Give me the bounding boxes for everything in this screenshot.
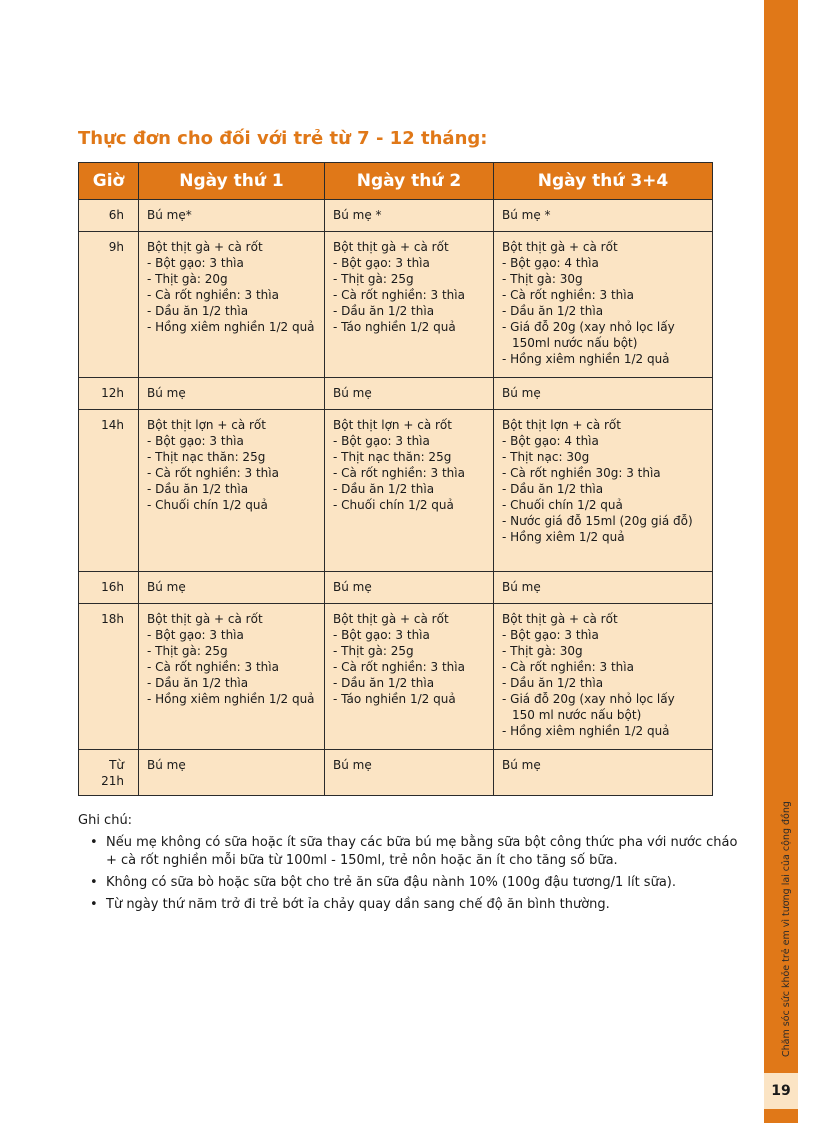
menu-line: - Dầu ăn 1/2 thìa — [502, 676, 604, 690]
menu-line: Bột thịt lợn + cà rốt — [147, 418, 266, 432]
menu-line: - Cà rốt nghiền: 3 thìa — [147, 660, 279, 674]
menu-line: - Cà rốt nghiền: 3 thìa — [333, 660, 465, 674]
sidebar-caption: Chăm sóc sức khỏe trẻ em vì tương lai của cộng đồng — [781, 801, 792, 1057]
note-text: Nếu mẹ không có sữa hoặc ít sữa thay các bữa bú mẹ bằng sữa bột công thức pha với nước cháo + cà rốt nghiền mỗi bữa từ 100ml - 150ml, trẻ nôn hoặc ăn ít cho tăng số bữa. — [106, 835, 738, 868]
menu-line: Bú mẹ — [502, 758, 541, 772]
menu-cell — [494, 750, 713, 796]
menu-cell — [494, 200, 713, 232]
time-cell: 18h — [79, 604, 139, 750]
menu-line: Bột thịt gà + cà rốt — [333, 240, 449, 254]
menu-line: - Hồng xiêm nghiền 1/2 quả — [502, 352, 670, 366]
menu-line: - Thịt gà: 20g — [147, 272, 228, 286]
menu-cell — [494, 410, 713, 572]
menu-cell — [494, 572, 713, 604]
menu-line: - Hồng xiêm nghiền 1/2 quả — [147, 692, 315, 706]
notes-list — [78, 834, 738, 914]
menu-line: Bú mẹ — [147, 580, 186, 594]
menu-line: - Thịt gà: 25g — [333, 272, 414, 286]
note-item — [90, 874, 738, 892]
menu-cell — [139, 378, 325, 410]
menu-line: Bột thịt lợn + cà rốt — [502, 418, 621, 432]
table-row — [79, 232, 713, 378]
menu-line: - Bột gạo: 3 thìa — [333, 256, 430, 270]
menu-cell — [325, 572, 494, 604]
menu-line: Bú mẹ — [333, 580, 372, 594]
menu-line: - Bột gạo: 3 thìa — [147, 628, 244, 642]
menu-line: - Cà rốt nghiền: 3 thìa — [502, 660, 634, 674]
menu-cell — [325, 410, 494, 572]
menu-cell — [325, 604, 494, 750]
menu-line: - Thịt nạc thăn: 25g — [147, 450, 266, 464]
menu-cell — [325, 750, 494, 796]
table-row — [79, 604, 713, 750]
time-cell: 14h — [79, 410, 139, 572]
time-cell: 9h — [79, 232, 139, 378]
time-cell: 16h — [79, 572, 139, 604]
menu-line: Bú mẹ * — [333, 208, 382, 222]
menu-line: - Cà rốt nghiền 30g: 3 thìa — [502, 466, 661, 480]
note-item — [90, 834, 738, 870]
menu-line: Bú mẹ* — [147, 208, 192, 222]
menu-cell — [139, 604, 325, 750]
table-header-row — [79, 163, 713, 200]
menu-line: Bú mẹ — [147, 758, 186, 772]
header-day-1: Ngày thứ 1 — [139, 163, 325, 200]
menu-line: - Thịt gà: 25g — [147, 644, 228, 658]
menu-line: - Chuối chín 1/2 quả — [502, 498, 623, 512]
menu-line: - Dầu ăn 1/2 thìa — [333, 304, 435, 318]
note-text: Từ ngày thứ năm trở đi trẻ bớt ỉa chảy quay dần sang chế độ ăn bình thường. — [106, 897, 610, 912]
menu-line: - Bột gạo: 4 thìa — [502, 434, 599, 448]
menu-line: Bú mẹ — [333, 758, 372, 772]
menu-line: - Cà rốt nghiền: 3 thìa — [333, 466, 465, 480]
table-row — [79, 410, 713, 572]
menu-line: Bú mẹ — [147, 386, 186, 400]
menu-line: Bột thịt gà + cà rốt — [502, 240, 618, 254]
menu-line: - Giá đỗ 20g (xay nhỏ lọc lấy — [502, 692, 675, 706]
menu-line: Bú mẹ — [502, 580, 541, 594]
menu-cell — [139, 572, 325, 604]
table-row — [79, 572, 713, 604]
menu-line: Bú mẹ — [502, 386, 541, 400]
page-title: Thực đơn cho đối với trẻ từ 7 - 12 tháng: — [78, 128, 488, 149]
menu-table — [78, 162, 713, 796]
table-body — [79, 200, 713, 796]
menu-cell — [325, 232, 494, 378]
notes-heading: Ghi chú: — [78, 813, 133, 828]
menu-cell — [139, 750, 325, 796]
menu-line: - Thịt nạc thăn: 25g — [333, 450, 452, 464]
bullet-icon: • — [90, 875, 98, 890]
menu-line: - Dầu ăn 1/2 thìa — [147, 676, 249, 690]
header-time: Giờ — [79, 163, 139, 200]
menu-line: - Bột gạo: 3 thìa — [502, 628, 599, 642]
menu-line: - Bột gạo: 3 thìa — [333, 434, 430, 448]
time-cell: Từ 21h — [79, 750, 139, 796]
menu-line: Bột thịt gà + cà rốt — [333, 612, 449, 626]
menu-line: - Thịt nạc: 30g — [502, 450, 590, 464]
menu-line: - Bột gạo: 4 thìa — [502, 256, 599, 270]
menu-cell — [494, 232, 713, 378]
menu-line: - Hồng xiêm 1/2 quả — [502, 530, 625, 544]
menu-line: 150 ml nước nấu bột) — [512, 708, 642, 722]
menu-line: Bột thịt gà + cà rốt — [147, 612, 263, 626]
table-row — [79, 200, 713, 232]
menu-line: - Thịt gà: 30g — [502, 272, 583, 286]
menu-line: - Dầu ăn 1/2 thìa — [333, 676, 435, 690]
bullet-icon: • — [90, 835, 98, 850]
menu-line: - Dầu ăn 1/2 thìa — [147, 304, 249, 318]
menu-line: - Hồng xiêm nghiền 1/2 quả — [502, 724, 670, 738]
menu-line: Bột thịt gà + cà rốt — [502, 612, 618, 626]
menu-line: - Dầu ăn 1/2 thìa — [502, 482, 604, 496]
menu-cell — [325, 200, 494, 232]
menu-line: - Chuối chín 1/2 quả — [333, 498, 454, 512]
note-item — [90, 896, 738, 914]
menu-line: - Cà rốt nghiền: 3 thìa — [147, 466, 279, 480]
menu-line: - Cà rốt nghiền: 3 thìa — [147, 288, 279, 302]
note-text: Không có sữa bò hoặc sữa bột cho trẻ ăn sữa đậu nành 10% (100g đậu tương/1 lít sữa). — [106, 875, 676, 890]
notes-section — [78, 812, 738, 918]
menu-cell — [139, 232, 325, 378]
menu-line: Bột thịt gà + cà rốt — [147, 240, 263, 254]
menu-cell — [325, 378, 494, 410]
header-day-2: Ngày thứ 2 — [325, 163, 494, 200]
menu-line: - Táo nghiền 1/2 quả — [333, 692, 456, 706]
menu-line: - Bột gạo: 3 thìa — [147, 434, 244, 448]
menu-line: - Nước giá đỗ 15ml (20g giá đỗ) — [502, 514, 693, 528]
menu-line: - Chuối chín 1/2 quả — [147, 498, 268, 512]
menu-line: - Táo nghiền 1/2 quả — [333, 320, 456, 334]
menu-cell — [494, 604, 713, 750]
menu-line: Bú mẹ * — [502, 208, 551, 222]
menu-cell — [494, 378, 713, 410]
table-row — [79, 378, 713, 410]
menu-line: - Bột gạo: 3 thìa — [333, 628, 430, 642]
menu-line: - Dầu ăn 1/2 thìa — [147, 482, 249, 496]
menu-line: 150ml nước nấu bột) — [512, 336, 638, 350]
menu-line: Bột thịt lợn + cà rốt — [333, 418, 452, 432]
menu-line: - Hồng xiêm nghiền 1/2 quả — [147, 320, 315, 334]
header-day-3-4: Ngày thứ 3+4 — [494, 163, 713, 200]
bullet-icon: • — [90, 897, 98, 912]
menu-line: - Dầu ăn 1/2 thìa — [502, 304, 604, 318]
menu-line: - Cà rốt nghiền: 3 thìa — [333, 288, 465, 302]
menu-line: - Bột gạo: 3 thìa — [147, 256, 244, 270]
menu-line: - Cà rốt nghiền: 3 thìa — [502, 288, 634, 302]
menu-line: - Thịt gà: 30g — [502, 644, 583, 658]
table-row — [79, 750, 713, 796]
time-cell: 6h — [79, 200, 139, 232]
menu-line: - Thịt gà: 25g — [333, 644, 414, 658]
page-number: 19 — [764, 1073, 798, 1109]
menu-cell — [139, 410, 325, 572]
menu-cell — [139, 200, 325, 232]
menu-line: - Giá đỗ 20g (xay nhỏ lọc lấy — [502, 320, 675, 334]
menu-line: Bú mẹ — [333, 386, 372, 400]
time-cell: 12h — [79, 378, 139, 410]
menu-line: - Dầu ăn 1/2 thìa — [333, 482, 435, 496]
